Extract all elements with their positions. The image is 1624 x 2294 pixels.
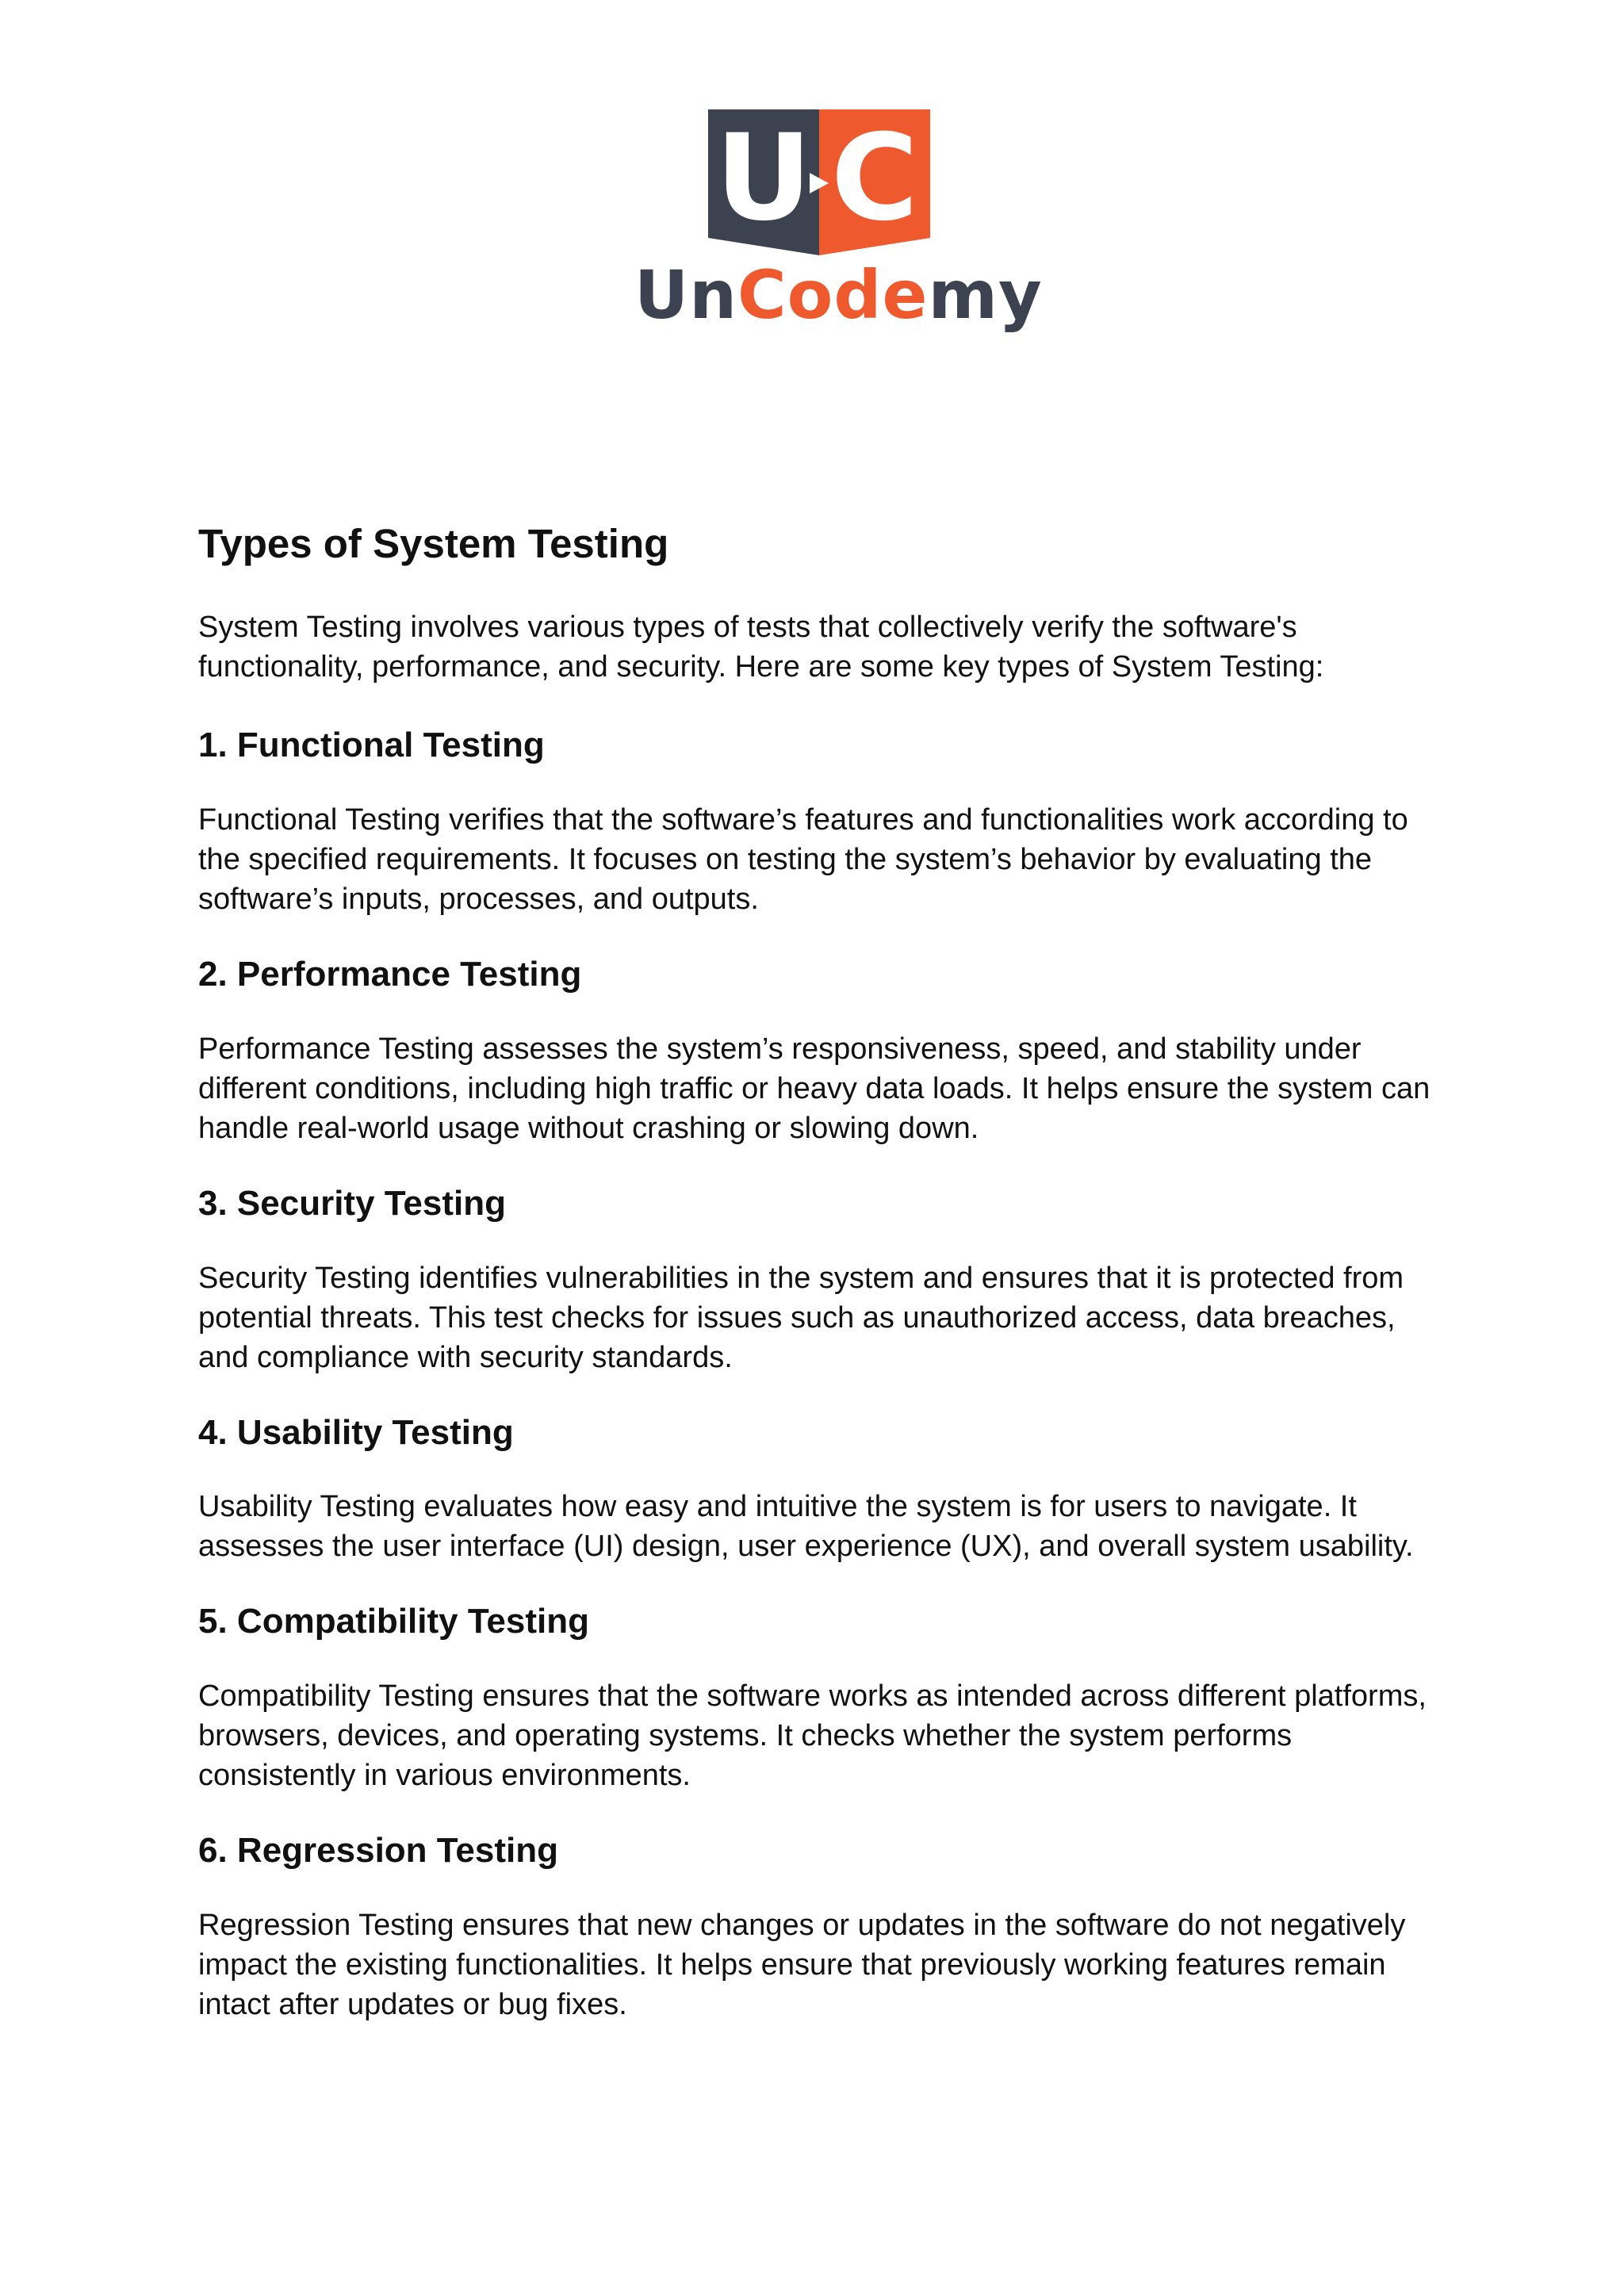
section-heading: 1. Functional Testing bbox=[198, 726, 545, 765]
section-paragraph: Regression Testing ensures that new changes or updates in the software do not negatively impact the existing functionalities. It helps ensure that previously working features remain intact after updates or bug fixes. bbox=[198, 1908, 1406, 2021]
section-security-testing bbox=[198, 1183, 1451, 1377]
section-paragraph: Security Testing identifies vulnerabilities in the system and ensures that it is protected from potential threats. This test checks for issues such as unauthorized access, data breaches, and compliance with security standards. bbox=[198, 1261, 1404, 1374]
document-body bbox=[198, 519, 1451, 2059]
section-heading: 6. Regression Testing bbox=[198, 1831, 558, 1871]
logo-word-part-2: Code bbox=[737, 256, 929, 334]
section-regression-testing bbox=[198, 1830, 1451, 2024]
section-functional-testing bbox=[198, 725, 1451, 919]
section-heading: 3. Security Testing bbox=[198, 1183, 506, 1223]
logo-wordmark bbox=[634, 256, 1043, 334]
section-heading: 4. Usability Testing bbox=[198, 1412, 514, 1452]
logo-word-part-3: my bbox=[928, 256, 1043, 334]
section-paragraph: Performance Testing assesses the system’s responsiveness, speed, and stability under different conditions, including high traffic or heavy data loads. It helps ensure the system can handle real-world usage without crashing or slowing down. bbox=[198, 1032, 1431, 1145]
intro-paragraph: System Testing involves various types of tests that collectively verify the software's functionality, performance, and security. Here are some key types of System Testing: bbox=[198, 611, 1324, 684]
section-usability-testing bbox=[198, 1412, 1451, 1567]
section-heading: 5. Compatibility Testing bbox=[198, 1602, 590, 1641]
section-compatibility-testing bbox=[198, 1601, 1451, 1795]
page-title: Types of System Testing bbox=[198, 521, 669, 566]
logo-word-part-1: Un bbox=[634, 256, 738, 334]
section-paragraph: Functional Testing verifies that the software’s features and functionalities work according to the specified requirements. It focuses on testing the system’s behavior by evaluating the software’s inputs, processes, and outputs. bbox=[198, 802, 1408, 916]
section-paragraph: Usability Testing evaluates how easy and intuitive the system is for users to navigate. It assesses the user interface (UI) design, user experience (UX), and overall system usability. bbox=[198, 1490, 1414, 1564]
brand-logo bbox=[634, 103, 1043, 341]
logo-mark-right-letter: C bbox=[830, 109, 919, 247]
logo-mark-left-letter: U bbox=[715, 109, 812, 247]
logo-mark bbox=[708, 109, 930, 255]
section-heading: 2. Performance Testing bbox=[198, 954, 582, 994]
section-performance-testing bbox=[198, 954, 1451, 1148]
section-paragraph: Compatibility Testing ensures that the software works as intended across different platforms, browsers, devices, and operating systems. It checks whether the system performs consistently in various environments. bbox=[198, 1679, 1427, 1793]
